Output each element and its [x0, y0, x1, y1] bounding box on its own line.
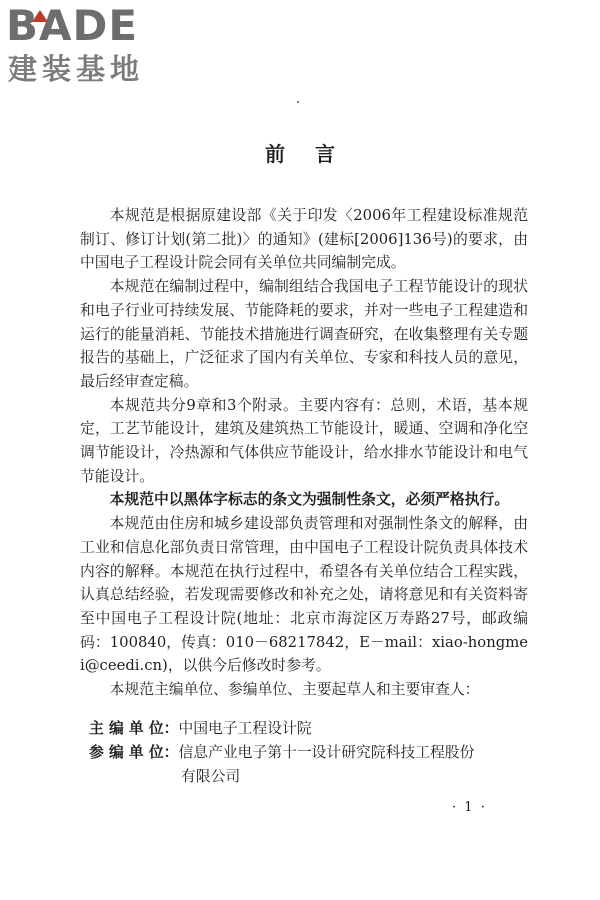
document-body	[80, 204, 528, 702]
page-title: 前言	[265, 142, 365, 166]
participating-unit-value: 信息产业电子第十一设计研究院科技工程股份	[178, 744, 475, 761]
page-number: · 1 ·	[452, 800, 487, 815]
participating-unit-value-continued: 有限公司	[181, 767, 241, 785]
paragraph-basis: 本规范是根据原建设部《关于印发〈2006年工程建设标准规范制订、修订计划(第二批)〉的通知》(建标[2006]136号)的要求，由中国电子工程设计院会同有关单位共同编制完成。	[80, 207, 528, 272]
participating-unit-label: 参 编 单 位：	[89, 744, 179, 761]
chief-unit-value: 中国电子工程设计院	[178, 720, 312, 737]
paragraph-contents: 本规范共分9章和3个附录。主要内容有：总则，术语，基本规定，工艺节能设计，建筑及建筑热工节能设计，暖通、空调和净化空调节能设计，冷热源和气体供应节能设计，给水排水节能设计和电气节能设计。	[80, 396, 528, 485]
chief-unit-row	[89, 717, 529, 741]
paragraph-mandatory-clauses: 本规范中以黑体字标志的条文为强制性条文，必须严格执行。	[109, 491, 510, 509]
paragraph-units-intro: 本规范主编单位、参编单位、主要起草人和主要审查人：	[109, 681, 480, 699]
scan-speck	[297, 101, 299, 103]
logo-subtitle: 建装基地	[8, 52, 145, 86]
logo-wordmark: BADE	[6, 1, 139, 50]
bade-logo	[6, 1, 176, 88]
paragraph-management: 本规范由住房和城乡建设部负责管理和对强制性条文的解释，由工业和信息化部负责日常管理，由中国电子工程设计院负责具体技术内容的解释。本规范在执行过程中，希望各有关单位结合工程实践，认真总结经验，若发现需要修改和补充之处，请将意见和有关资料寄至中国电子工程设计院(地址：北京市海淀区万寿路27号，邮政编码：100840，传真：010－68217842，E－mail：xiao-hongmei@ceedi.cn)，以供今后修改时参考。	[80, 515, 528, 675]
paragraph-compilation-process: 本规范在编制过程中，编制组结合我国电子工程节能设计的现状和电子行业可持续发展、节能降耗的要求，并对一些电子工程建造和运行的能量消耗、节能技术措施进行调查研究，在收集整理有关专题报告的基础上，广泛征求了国内有关单位、专家和科技人员的意见，最后经审查定稿。	[80, 278, 528, 390]
participating-unit-row	[89, 741, 529, 788]
chief-unit-label: 主 编 单 位：	[89, 720, 179, 737]
logo-accent-triangle	[32, 10, 48, 22]
